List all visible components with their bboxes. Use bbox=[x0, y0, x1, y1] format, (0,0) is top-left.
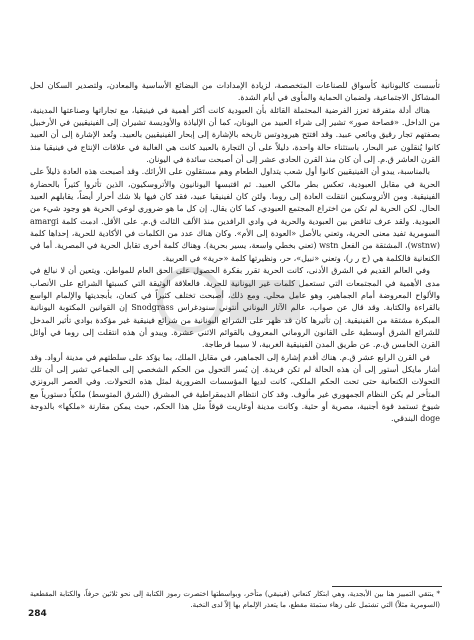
footnote-text: * ينتقي التمييز هنا بين الأبجدية، وهي ابتكار كنعاني (فينيقي) متأخر، وبواسطتها اختصرت رموز الكتابة إلى نحو ثلاثين حرفاً، والكتابة المقطعية (السومرية مثلاً) التي تشتمل على زهاء ستمئة مقطع، ما يتعذر الإلمام بها إلاّ لدى النخبة. bbox=[30, 590, 440, 609]
paragraph: تأسست كالبونانية كأسواق للصناعات المتخصصة، لزيادة الإمدادات من البضائع الأساسية والمعادن، ولتصدير السكان لحل المشاكل الاجتماعية، ولضمان الحماية والمأوى في أيام الشدة. bbox=[30, 81, 440, 103]
paragraph: بالمناسبة، يبدو أن الفينيقيين كانوا أول شعب يتداول الطعام وهم مستقلون على الأرائك. وقد أصبحت هذه العادة ذليلاً على الحرية في مقابل العبودية، تعكس بطر مالكي العبيد. ثم اقتبسها اليونانيون والأتروسكيون، الذين تأثروا كثيراً بالحضارة الفينيقية. ومن الأتروسكيين انتقلت العادة إلى روما. ولئن كان لفينيقيا عبيد، فقد كان فيها بلا شك أحرار أيضاً، يقابلهم العبيد الحال. لكن الحرية لم تكن من اختراع المجتمع العبودي، كما كان يقال. إن كل ما هو ضروري لوعي الحرية هو وجود شيء من العبودية. ولقد عرف تناقض بين العبودية والحرية في وادي الرافدين منذ الألف الثالث ق.م. على الأقل. ادمت كلمة amargi السومرية تفيد معنى الحرية، وتعني بالأصل «العودة إلى الأم». وكان هناك عدد من الكلمات في الأكادية للحرية، إحداها كلمة (wstnw)، المشتقة من الفعل wstn (تعني بخطي واسعة، يسير بحرية). وهناك كلمة أخرى تقابل الحرية في المصرية. أما في الكنعانية فالكلمة هي (ح ر ر)، وتعني «نبيل»، حر، ونظيرتها كلمة «حرية» في العربية. bbox=[30, 167, 441, 263]
footnote-separator bbox=[332, 586, 442, 587]
footnote bbox=[30, 589, 440, 610]
paragraph: وفي العالم القديم في الشرق الأدنى، كانت الحرية تقرر بفكرة الحصول على الحق العام للمواطن. ويتعين أن لا نبالغ في مدى الأهمية في المجتمعات التي تستعمل كلمات غير اليونانية للحرية. فالعلاقة الوثيقة التي كسبتها الشرائع على الأنصاب والألواح المعروضة أمام الجماهير، وهو عامل محلي. ومع ذلك، أصبحت تختلف كثيراً في كنعان، بأبجديتها والإلمام الواسع بالقراءة والكتابة. وقد قال عن صواب، عالم الآثار اليوناني أنتوني سنودغراس Snodgrass إن القوانين المكتوبة اليونانية المبكرة مشتقة من الفينيقية. إن تأثيرها كان قد ظهر على الشرائع اليونانية من شرائع فينيقية غير مؤكدة بوادي تأثير المدخل للشرائع الشرق أوسطية على القانون الروماني المعروف بالقوائم الاثني عشرة. ويبدو أن هذه انتقلت إلى روما في أوائل القرن الخامس ق.م. عن طريق المدن الفينيقية الغربية، لا سيما قرطاجة. bbox=[30, 266, 440, 350]
paragraph: في القرن الرابع عشر ق.م. هناك أقدم إشارة إلى الجماهير، في مقابل الملك، بما يؤكد على سلطتهم في مدينة أرواد. وقد أشار مايكل أستور إلى أن هذه الحالة لم تكن فريدة. إن يُسر التحول من الحكم الشخصي إلى الجماعي تشير إلى أن تلك التحولات الكنعانية حتى تحت الحكم الملكي، كانت لديها المؤسسات الضرورية لمثل هذه التحولات. وفي العصر البرونزي المتأخر لم يكن النظام الجمهوري غير مألوف. وقد كان انتظام الديمقراطية في المشرق (الشرق المتوسط) ملكياً دستورياً مع شيوخ تستمد قوة أجنبية، مصرية أو حثية. وكانت مدينة أوغاريت قوقاً مثل هذا الحكم، حيث يمكن مقارنة «ملكها» بالدوجة doge البندقي. bbox=[30, 352, 440, 424]
paragraph: هناك أدلة متفرقة تعزز الفرضية المحتملة القائلة بأن العبودية كانت أكثر أهمية في فينيقيا، مع تجاراتها وصناعتها المدينية، من الداخل. «فصاحة صور» تشير إلى شراء العبيد من اليونان، كما أن الإلياذة والأوديسة تشيران إلى الفينيقيين في الأرخبيل بصفتهم تجار رقيق وبائعي عبيد. وقد افتتح هيرودوتس تاريخه بالإشارة إلى إبحار الفينيقيين بالعبيد. وتُعد الإشارة إلى أن العبيد كانوا يُنقلون عبر البحار، باستثناء حالة واحدة، دليلاً على أن التجارة بالعبيد كانت هي الغالبة في علاقات الإنتاج في فينيقيا منذ القرن العاشر ق.م. إلى أن كان منذ القرن الحادي عشر إلى أن أصبحت سائدة في اليونان. bbox=[30, 105, 441, 165]
page-number: 284 bbox=[28, 609, 47, 619]
body-text bbox=[30, 80, 440, 426]
